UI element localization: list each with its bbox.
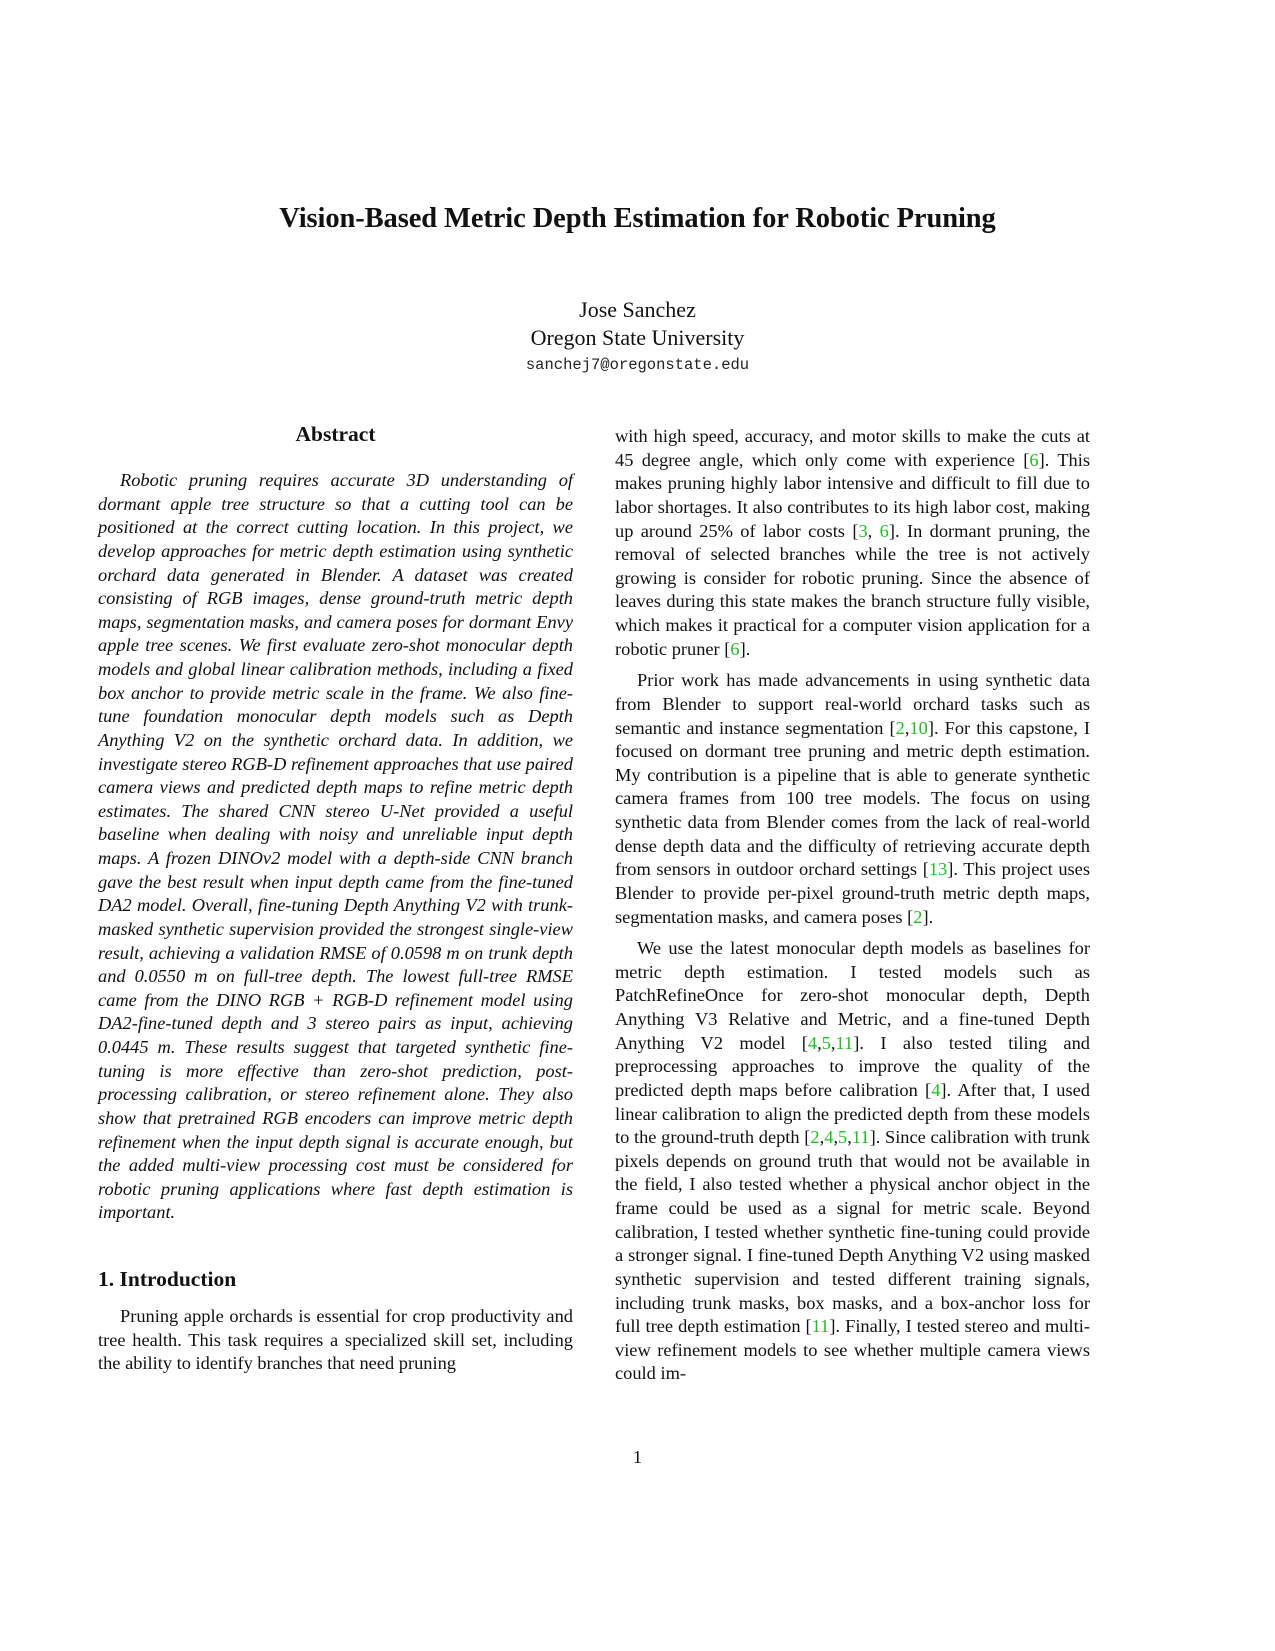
citation-link[interactable]: 4 xyxy=(931,1079,941,1100)
citation-link[interactable]: 11 xyxy=(835,1032,854,1053)
citation-link[interactable]: 2 xyxy=(913,906,923,927)
intro-paragraph-prior-work: Prior work has made advancements in using synthetic data from Blender to support real-world orchard tasks such as semantic and instance segmentation [2,10]. For this capstone, I focused on dormant tree pruning and metric depth estimation. My contribution is a pipeline that is able to generate synthetic camera frames from 100 tree models. The focus on using synthetic data from Blender comes from the lack of real-world dense depth data and the difficulty of retrieving accurate depth from sensors in outdoor orchard settings [13]. This project uses Blender to provide per-pixel ground-truth metric depth maps, segmentation masks, and camera poses [2]. xyxy=(615,670,1090,927)
citation-link[interactable]: 4 xyxy=(807,1032,818,1053)
page-number: 1 xyxy=(632,1447,643,1467)
intro-paragraph-baselines: We use the latest monocular depth models as baselines for metric depth estimation. I tested models such as PatchRefineOnce for zero-shot monocular depth, Depth Anything V3 Relative and Metric, and a fine-tuned Depth Anything V2 model [4,5,11]. I also tested tiling and preprocessing approaches to improve the quality of the predicted depth maps before calibration [4]. After that, I used linear calibration to align the predicted depth from these models to the ground-truth depth [2,4,5,11]. Since calibration with trunk pixels depends on ground truth that would not be available in the field, I also tested whether a physical anchor object in the frame could be used as a signal for metric scale. Beyond calibration, I tested whether synthetic fine-tuning could provide a stronger signal. I fine-tuned Depth Anything V2 using masked synthetic supervision and tested different training signals, including trunk masks, box masks, and a box-anchor loss for full tree depth estimation [11]. Finally, I tested stereo and multi-view refinement models to see whether multiple camera views could im- xyxy=(615,938,1091,1384)
citation-link[interactable]: 10 xyxy=(909,717,928,738)
right-column xyxy=(615,425,1090,1394)
author-affiliation: Oregon State University xyxy=(530,325,745,350)
citation-link[interactable]: 13 xyxy=(928,859,948,880)
citation-link[interactable]: 6 xyxy=(1029,449,1039,470)
abstract-body: Robotic pruning requires accurate 3D understanding of dormant apple tree structure so that a cutting tool can be positioned at the correct cutting location. In this project, we develop approaches for metric depth estimation using synthetic orchard data generated in Blender. A dataset was created consisting of RGB images, dense ground-truth metric depth maps, segmentation masks, and camera poses for dormant Envy apple tree scenes. We first evaluate zero-shot monocular depth models and global linear calibration methods, including a fixed box anchor to provide metric scale in the frame. We also fine-tune foundation monocular depth models such as Depth Anything V2 on the synthetic orchard data. In addition, we investigate stereo RGB-D refinement approaches that use paired camera views and predicted depth maps to refine metric depth estimates. The shared CNN stereo U-Net provided a useful baseline when dealing with noisy and unreliable input depth maps. A frozen DINOv2 model with a depth-side CNN branch gave the best result when input depth came from the fine-tuned DA2 model. Overall, fine-tuning Depth Anything V2 with trunk-masked synthetic supervision provided the strongest single-view result, achieving a validation RMSE of 0.0598 m on trunk depth and 0.0550 m on full-tree depth. The lowest full-tree RMSE came from the DINO RGB + RGB-D refinement model using DA2-fine-tuned depth and 3 stereo pairs as input, achieving 0.0445 m. These results suggest that targeted synthetic fine-tuning is more effective than zero-shot prediction, post-processing calibration, or stereo refinement alone. They also show that pretrained RGB encoders can improve metric depth refinement when the input depth signal is accurate enough, but the added multi-view processing cost must be considered for robotic pruning applications where fast depth estimation is important. xyxy=(98,470,573,1223)
paper-title: Vision-Based Metric Depth Estimation for Robotic Pruning xyxy=(279,203,996,234)
citation-link[interactable]: 4 xyxy=(824,1127,834,1148)
citation-link[interactable]: 11 xyxy=(811,1316,830,1337)
introduction-paragraph: Pruning apple orchards is essential for crop productivity and tree health. This task requires a specialized skill set, including the ability to identify branches that need pruning xyxy=(98,1306,573,1374)
citation-link[interactable]: 6 xyxy=(730,638,740,659)
citation-link[interactable]: 11 xyxy=(851,1127,870,1148)
abstract-heading: Abstract xyxy=(295,422,376,446)
citation-link[interactable]: 5 xyxy=(821,1032,831,1053)
left-column xyxy=(98,420,573,1384)
section-heading-introduction: 1. Introduction xyxy=(98,1267,237,1291)
citation-link[interactable]: 2 xyxy=(810,1127,820,1148)
author-block xyxy=(0,296,1275,378)
intro-paragraph-continued: with high speed, accuracy, and motor skills to make the cuts at 45 degree angle, which only come with experience [6]. This makes pruning highly labor intensive and difficult to fill due to labor shortages. It also contributes to its high labor cost, making up around 25% of labor costs [3, 6]. In dormant pruning, the removal of selected branches while the tree is not actively growing is consider for robotic pruning. Since the absence of leaves during this state makes the branch structure fully visible, which makes it practical for a computer vision application for a robotic pruner [6]. xyxy=(615,426,1091,659)
author-name: Jose Sanchez xyxy=(579,297,696,322)
citation-link[interactable]: 3 xyxy=(858,520,868,541)
author-email: sanchej7@oregonstate.edu xyxy=(525,356,750,374)
citation-link[interactable]: 5 xyxy=(838,1127,848,1148)
citation-link[interactable]: 6 xyxy=(879,520,889,541)
citation-link[interactable]: 2 xyxy=(895,717,905,738)
